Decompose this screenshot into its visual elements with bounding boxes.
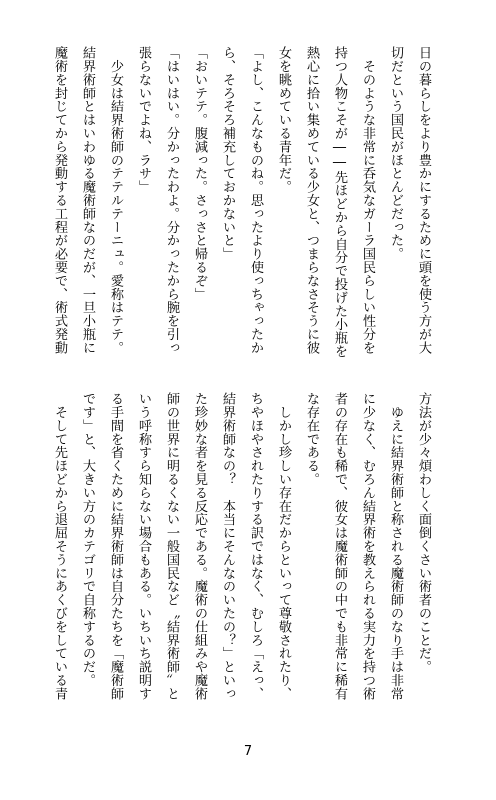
text-column: 魔術を封じてから発動する工程が必要で、術式発動 <box>52 46 67 355</box>
text-column: 結界術師なの？ 本当にそんなのいたの？」といっ <box>220 392 235 701</box>
text-column: 熱心に拾い集めている少女と、つまらなさそうに彼 <box>304 46 319 355</box>
text-column: な存在である。 <box>304 392 319 486</box>
text-column: ら、そろそろ補充しておかないと」 <box>220 46 235 261</box>
text-column: 「はいはい。分かったわよ。分かったから腕を引っ <box>164 46 179 355</box>
text-column: です」と、大きい方のカテゴリで自称するのだ。 <box>80 392 95 687</box>
text-column: 少女は結界術師のテテルテーニュ。愛称はテテ。 <box>108 46 123 355</box>
text-column: 切だという国民がほとんどだった。 <box>388 46 403 261</box>
text-column: 持つ人物こそが――先ほどから自分で投げた小瓶を <box>332 46 347 358</box>
page-number: 7 <box>243 744 253 759</box>
text-column: ゆえに結界術師と称される魔術師のなり手は非常 <box>388 392 403 701</box>
text-column: そのような非常に呑気なガーラ国民らしい性分を <box>360 46 375 355</box>
text-column: に少なく、むろん結界術を教えられる実力を持つ術 <box>360 392 375 701</box>
text-column: た珍妙な者を見る反応である。魔術の仕組みや魔術 <box>192 392 207 701</box>
text-column: 日の暮らしをより豊かにするために頭を使う方が大 <box>416 46 431 355</box>
text-block-bottom <box>50 392 432 737</box>
text-column: 女を眺めている青年だ。 <box>276 46 291 194</box>
text-column: 「よし、こんなものね。思ったより使っちゃったか <box>248 46 263 355</box>
text-column: 師の世界に明るくない一般国民など〝結界術師〟と <box>164 392 179 701</box>
text-column: 「おいテテ。腹減った。さっさと帰るぞ」 <box>192 46 207 301</box>
text-column: しかし珍しい存在だからといって尊敬されたり、 <box>276 392 291 701</box>
text-column: 者の存在も稀で、彼女は魔術師の中でも非常に稀有 <box>332 392 347 701</box>
text-column: 方法が少々煩わしく面倒くさい術者のことだ。 <box>416 392 431 674</box>
text-block-top <box>50 46 432 356</box>
text-column: ちやほやされたりする訳ではなく、むしろ「えっ、 <box>248 392 263 701</box>
text-column: る手間を省くために結界術師は自分たちを「魔術師 <box>108 392 123 701</box>
text-column: いう呼称すら知らない場合もある。いちいち説明す <box>136 392 151 701</box>
text-column: 張らないでよね、ラサ」 <box>136 46 151 194</box>
text-column: 結界術師とはいわゆる魔術師なのだが、一旦小瓶に <box>80 46 95 355</box>
text-column: そして先ほどから退屈そうにあくびをしている青 <box>52 392 67 701</box>
